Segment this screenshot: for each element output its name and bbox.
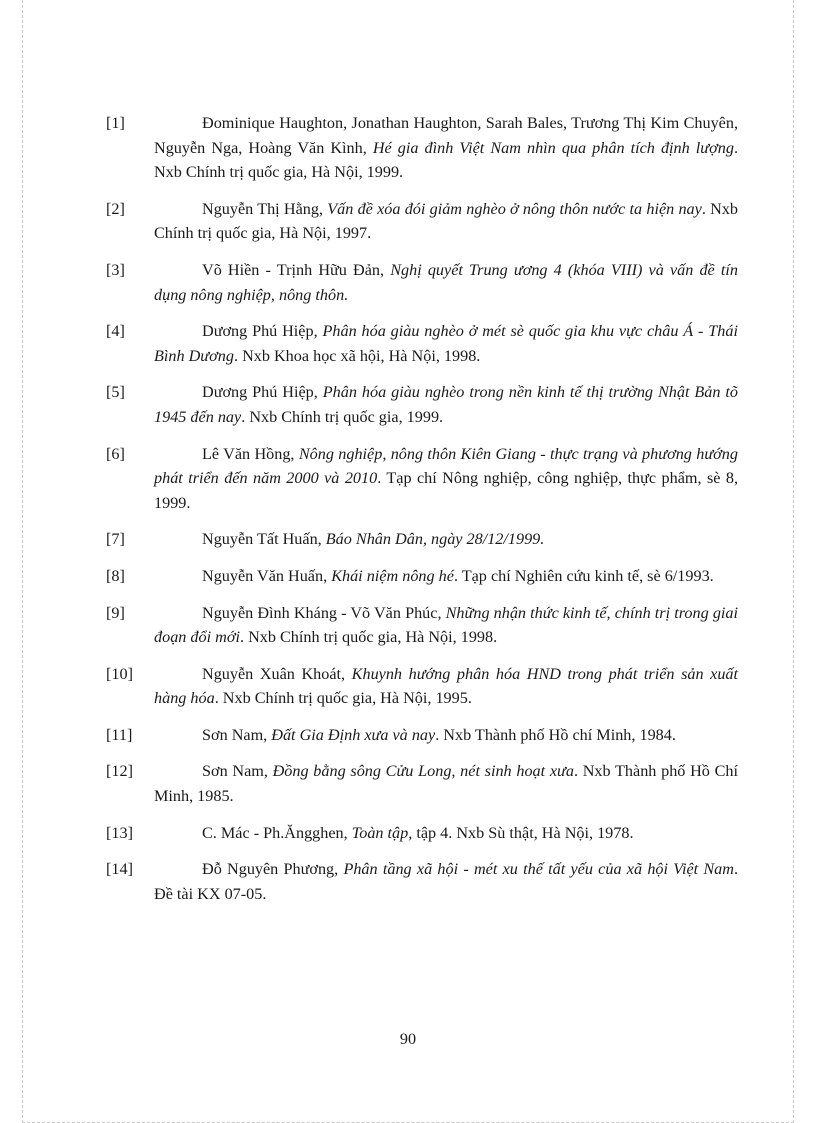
reference-title: Nghị quyết Trung ương 4 (khóa VIII) và vấn đề tín dụng nông nghiệp, nông thôn. [154,260,738,304]
reference-text [106,723,738,748]
reference-text [106,601,738,650]
page-number: 90 [399,1030,417,1048]
reference-title: Toàn tập, [351,823,413,842]
reference-number: [11] [106,725,133,744]
reference-publisher: . Nxb Thành phố Hồ Chí Minh, 1985. [154,762,738,806]
reference-number: [5] [106,383,125,402]
reference-publisher: tập 4. Nxb Sù thật, Hà Nội, 1978. [412,823,634,842]
reference-entry [106,723,738,748]
reference-authors: Sơn Nam, [202,762,273,781]
reference-number: [10] [106,664,133,683]
reference-authors: Đominique Haughton, Jonathan Haughton, Sarah Bales, Trương Thị Kim Chuyên, Nguyễn Nga, Hoàng Văn Kình, [154,114,738,157]
reference-title: Khái niệm nông hé [331,566,454,585]
reference-publisher: . Đề tài KX 07-05. [154,860,738,903]
reference-entry [106,662,738,711]
reference-text [106,662,738,711]
reference-list [106,111,738,918]
reference-publisher: . Nxb Thành phố Hồ chí Minh, 1984. [435,725,676,744]
reference-entry [106,601,738,650]
reference-authors: Đỗ Nguyên Phương, [202,860,344,879]
reference-title: Phân hóa giàu nghèo ở mét sè quốc gia khu vực châu Á - Thái Bình Dương [154,322,738,365]
reference-publisher: . Nxb Chính trị quốc gia, 1999. [241,407,444,426]
reference-title: Nông nghiệp, nông thôn Kiên Giang - thực trạng và phương hướng phát triển đến năm 2000 và 2010 [154,444,738,488]
reference-entry [106,564,738,589]
reference-publisher: . Nxb Khoa học xã hội, Hà Nội, 1998. [233,346,481,365]
reference-authors: Nguyễn Thị Hằng, [202,199,328,218]
reference-text [106,442,738,516]
reference-title: Đất Gia Định xưa và nay [271,725,436,744]
reference-entry [106,821,738,846]
reference-title: Phân hóa giàu nghèo trong nền kinh tế thị trường Nhật Bản tõ 1945 đến nay [154,383,738,426]
reference-authors: Nguyễn Văn Huấn, [202,566,332,585]
reference-authors: Võ Hiền - Trịnh Hữu Đản, [202,260,391,279]
reference-entry [106,319,738,368]
reference-title: Những nhận thức kinh tế, chính trị trong giai đoạn đổi mới [154,603,739,647]
reference-text [106,821,738,846]
reference-title: Báo Nhân Dân, ngày 28/12/1999. [325,530,545,549]
reference-title: Khuynh hướng phân hóa HND trong phát triển sản xuất hàng hóa [154,664,739,708]
reference-number: [9] [106,603,125,622]
reference-entry [106,197,738,246]
reference-title: Hé gia đình Việt Nam nhìn qua phân tích định lượng [372,138,734,157]
reference-publisher: . Tạp chí Nghiên cứu kinh tế, sè 6/1993. [453,566,714,585]
reference-publisher: . Tạp chí Nông nghiệp, công nghiệp, thực phẩm, sè 8, 1999. [154,469,738,512]
reference-entry [106,258,738,307]
reference-authors: C. Mác - Ph.Ăngghen, [202,823,352,842]
reference-text [106,527,738,552]
reference-number: [3] [106,260,125,279]
reference-number: [14] [106,860,133,879]
reference-authors: Sơn Nam, [202,725,272,744]
reference-number: [1] [106,114,125,132]
reference-text [106,380,738,429]
reference-entry [106,442,738,516]
reference-number: [6] [106,444,125,463]
reference-title: Phân tầng xã hội - mét xu thế tất yếu của xã hội Việt Nam [343,860,734,879]
reference-title: Đồng bằng sông Cửu Long, nét sinh hoạt xưa [272,762,574,781]
reference-authors: Lê Văn Hồng, [202,444,299,463]
reference-number: [8] [106,566,125,585]
reference-text [106,319,738,368]
reference-number: [2] [106,199,125,218]
reference-number: [12] [106,762,133,781]
reference-publisher: . Nxb Chính trị quốc gia, Hà Nội, 1999. [154,138,738,182]
reference-text [106,258,738,307]
reference-entry [106,857,738,906]
reference-entry [106,111,738,185]
reference-authors: Dương Phú Hiệp, [202,383,323,402]
reference-text [106,111,738,185]
reference-authors: Nguyễn Tất Huấn, [202,530,326,549]
reference-number: [7] [106,530,125,549]
reference-entry [106,527,738,552]
reference-text [106,197,738,246]
reference-title: Vấn đề xóa đói giảm nghèo ở nông thôn nước ta hiện nay [327,199,702,218]
reference-text [106,564,738,589]
reference-publisher: . Nxb Chính trị quốc gia, Hà Nội, 1997. [154,199,739,243]
reference-publisher: . Nxb Chính trị quốc gia, Hà Nội, 1995. [214,689,472,708]
reference-authors: Dương Phú Hiệp, [202,322,323,341]
reference-authors: Nguyễn Đình Kháng - Võ Văn Phúc, [202,603,446,622]
reference-authors: Nguyễn Xuân Khoát, [202,664,352,683]
reference-text [106,857,738,906]
reference-number: [13] [106,823,133,842]
reference-publisher: . Nxb Chính trị quốc gia, Hà Nội, 1998. [239,628,498,647]
reference-number: [4] [106,322,125,341]
reference-entry [106,759,738,808]
reference-entry [106,380,738,429]
reference-text [106,759,738,808]
